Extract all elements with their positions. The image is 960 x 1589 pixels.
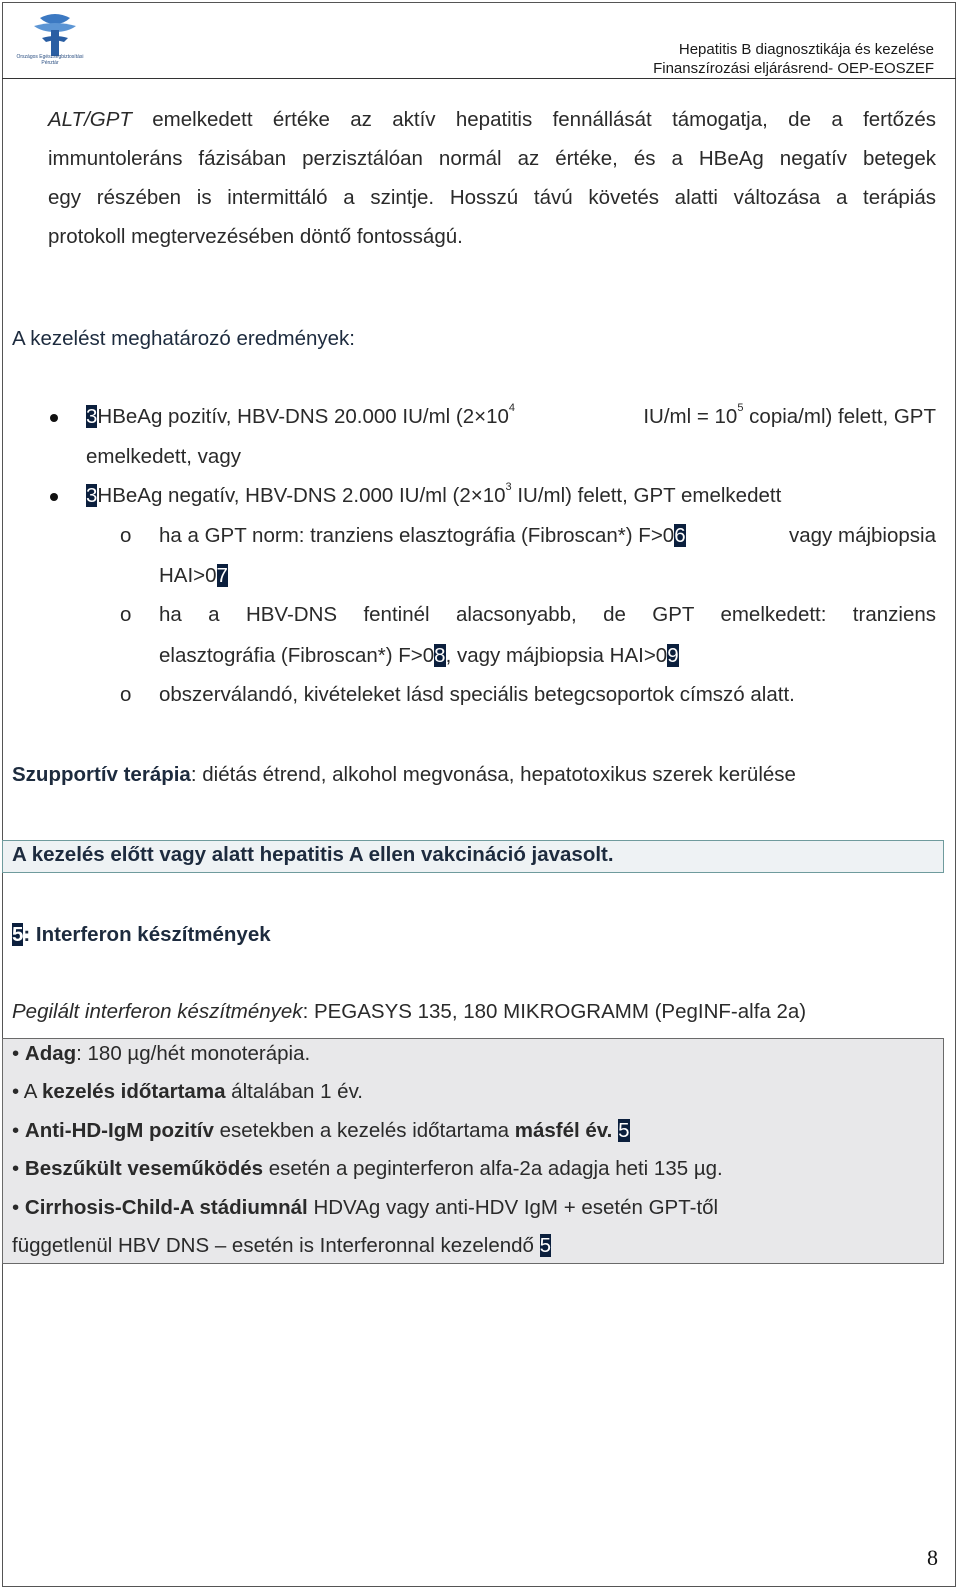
bullet-char: • (12, 1042, 20, 1065)
text: HDVAg vagy anti-HDV IgM + esetén GPT-től (307, 1196, 719, 1219)
page-number: 8 (927, 1545, 938, 1570)
text: esetén a peginterferon alfa-2a adagja heti 135 µg. (263, 1157, 723, 1180)
sub-bullet-1-line2 (159, 564, 228, 588)
ref-marker: 7 (216, 564, 228, 587)
text: : 180 µg/hét monoterápia. (76, 1042, 311, 1065)
bold-text: Cirrhosis-Child-A stádiumnál (24, 1196, 308, 1219)
superscript: 5 (737, 402, 744, 414)
header-title-line1: Hepatitis B diagnosztikája és kezelése (678, 41, 934, 58)
text: ha a GPT norm: tranziens elasztográfia (Fibroscan*) F>0 (159, 524, 675, 547)
bold-text: kezelés időtartama (42, 1080, 226, 1103)
intro-line1: emelkedett értéke az aktív hepatitis fennállását támogatja, de a fertőzés (152, 108, 936, 131)
text: IU/ml = 10 (643, 405, 738, 428)
bullet-char: • (12, 1080, 20, 1103)
text: vagy májbiopsia (789, 524, 936, 547)
bold-text: Beszűkült veseműködés (24, 1157, 264, 1180)
sub-bullet-2-line2 (159, 644, 679, 668)
ref-marker: 5 (12, 923, 24, 946)
bold-text: Adag (24, 1042, 77, 1065)
peg-italic: Pegilált interferon készítmények (12, 1000, 303, 1023)
intro-line3: egy részében is intermittáló a szintje. Hosszú távú követés alatti változása a terápiás (48, 186, 936, 209)
text: HAI>0 (159, 564, 217, 587)
superscript: 4 (508, 402, 516, 414)
interferon-item-3 (12, 1119, 630, 1143)
interferon-heading (12, 923, 271, 947)
bullet-dot (50, 493, 58, 501)
text: HBeAg pozitív, HBV-DNS 20.000 IU/ml (2×10 (97, 405, 509, 428)
bullet-char: • (12, 1157, 20, 1180)
text: IU/ml) felett, GPT emelkedett (511, 484, 782, 507)
interferon-item-2 (12, 1080, 363, 1104)
interferon-dosage-box (2, 1038, 944, 1264)
supportive-therapy (12, 763, 796, 787)
ref-marker: 3 (86, 405, 98, 428)
sub-bullet-marker: o (120, 683, 132, 706)
result-bullet-2 (86, 481, 782, 508)
ref-marker: 5 (539, 1234, 552, 1257)
ref-marker: 8 (434, 644, 446, 667)
intro-line4: protokoll megtervezésében döntő fontosságú. (48, 225, 463, 248)
sub-bullet-2-line1: ha a HBV-DNS fentinél alacsonyabb, de GPT emelkedett: tranziens (159, 603, 936, 626)
bold-text: Anti-HD-IgM pozitív (24, 1119, 214, 1142)
text: A (23, 1080, 43, 1103)
text: copia/ml) felett, GPT (743, 405, 936, 428)
alt-gpt-term: ALT/GPT (48, 108, 132, 131)
interferon-item-1 (12, 1042, 310, 1066)
interferon-item-5 (12, 1196, 718, 1220)
result-bullet-1-line1 (86, 402, 936, 429)
sub-bullet-marker: o (120, 524, 132, 547)
text: függetlenül HBV DNS – esetén is Interferonnal kezelendő (12, 1234, 534, 1257)
interferon-item-5-line2 (12, 1234, 551, 1258)
text: elasztográfia (Fibroscan*) F>0 (159, 644, 435, 667)
results-heading: A kezelést meghatározó eredmények: (12, 327, 355, 350)
text: általában 1 év. (225, 1080, 363, 1103)
superscript: 3 (505, 481, 512, 493)
header-title (653, 40, 934, 78)
peg-interferon-line (12, 1000, 806, 1024)
bullet-char: • (12, 1196, 20, 1219)
text: HBeAg negatív, HBV-DNS 2.000 IU/ml (2×10 (97, 484, 506, 507)
text: : Interferon készítmények (23, 923, 271, 946)
vaccination-note: A kezelés előtt vagy alatt hepatitis A ellen vakcináció javasolt. (12, 843, 614, 866)
header-title-line2: Finanszírozási eljárásrend- OEP-EOSZEF (653, 60, 934, 77)
intro-line2: immuntoleráns fázisában perzisztálóan normál az értéke, és a HBeAg negatív betegek (48, 147, 936, 170)
ref-marker: 6 (674, 524, 686, 547)
bullet-char: • (12, 1119, 20, 1142)
text: : diétás étrend, alkohol megvonása, hepatotoxikus szerek kerülése (190, 763, 796, 786)
bold-text: másfél év. (514, 1119, 613, 1142)
text: esetekben a kezelés időtartama (213, 1119, 515, 1142)
text: : PEGASYS 135, 180 MIKROGRAMM (PegINF-alfa 2a) (302, 1000, 807, 1023)
ref-marker: 3 (86, 484, 98, 507)
result-bullet-1-line2: emelkedett, vagy (86, 445, 241, 468)
intro-paragraph (48, 100, 936, 256)
ref-marker: 5 (618, 1119, 630, 1142)
bullet-dot (50, 414, 58, 422)
sub-bullet-1-line1 (159, 524, 936, 548)
sub-bullet-3: obszerválandó, kivételeket lásd speciális betegcsoportok címszó alatt. (159, 683, 795, 706)
ref-marker: 9 (667, 644, 679, 667)
page-header (2, 2, 956, 79)
sub-bullet-marker: o (120, 603, 132, 626)
supportive-label: Szupportív terápia (12, 763, 191, 786)
logo-caption: Országos Egészségbiztosítási Pénztár (16, 54, 84, 66)
text: , vagy májbiopsia HAI>0 (445, 644, 668, 667)
interferon-item-4 (12, 1157, 723, 1181)
